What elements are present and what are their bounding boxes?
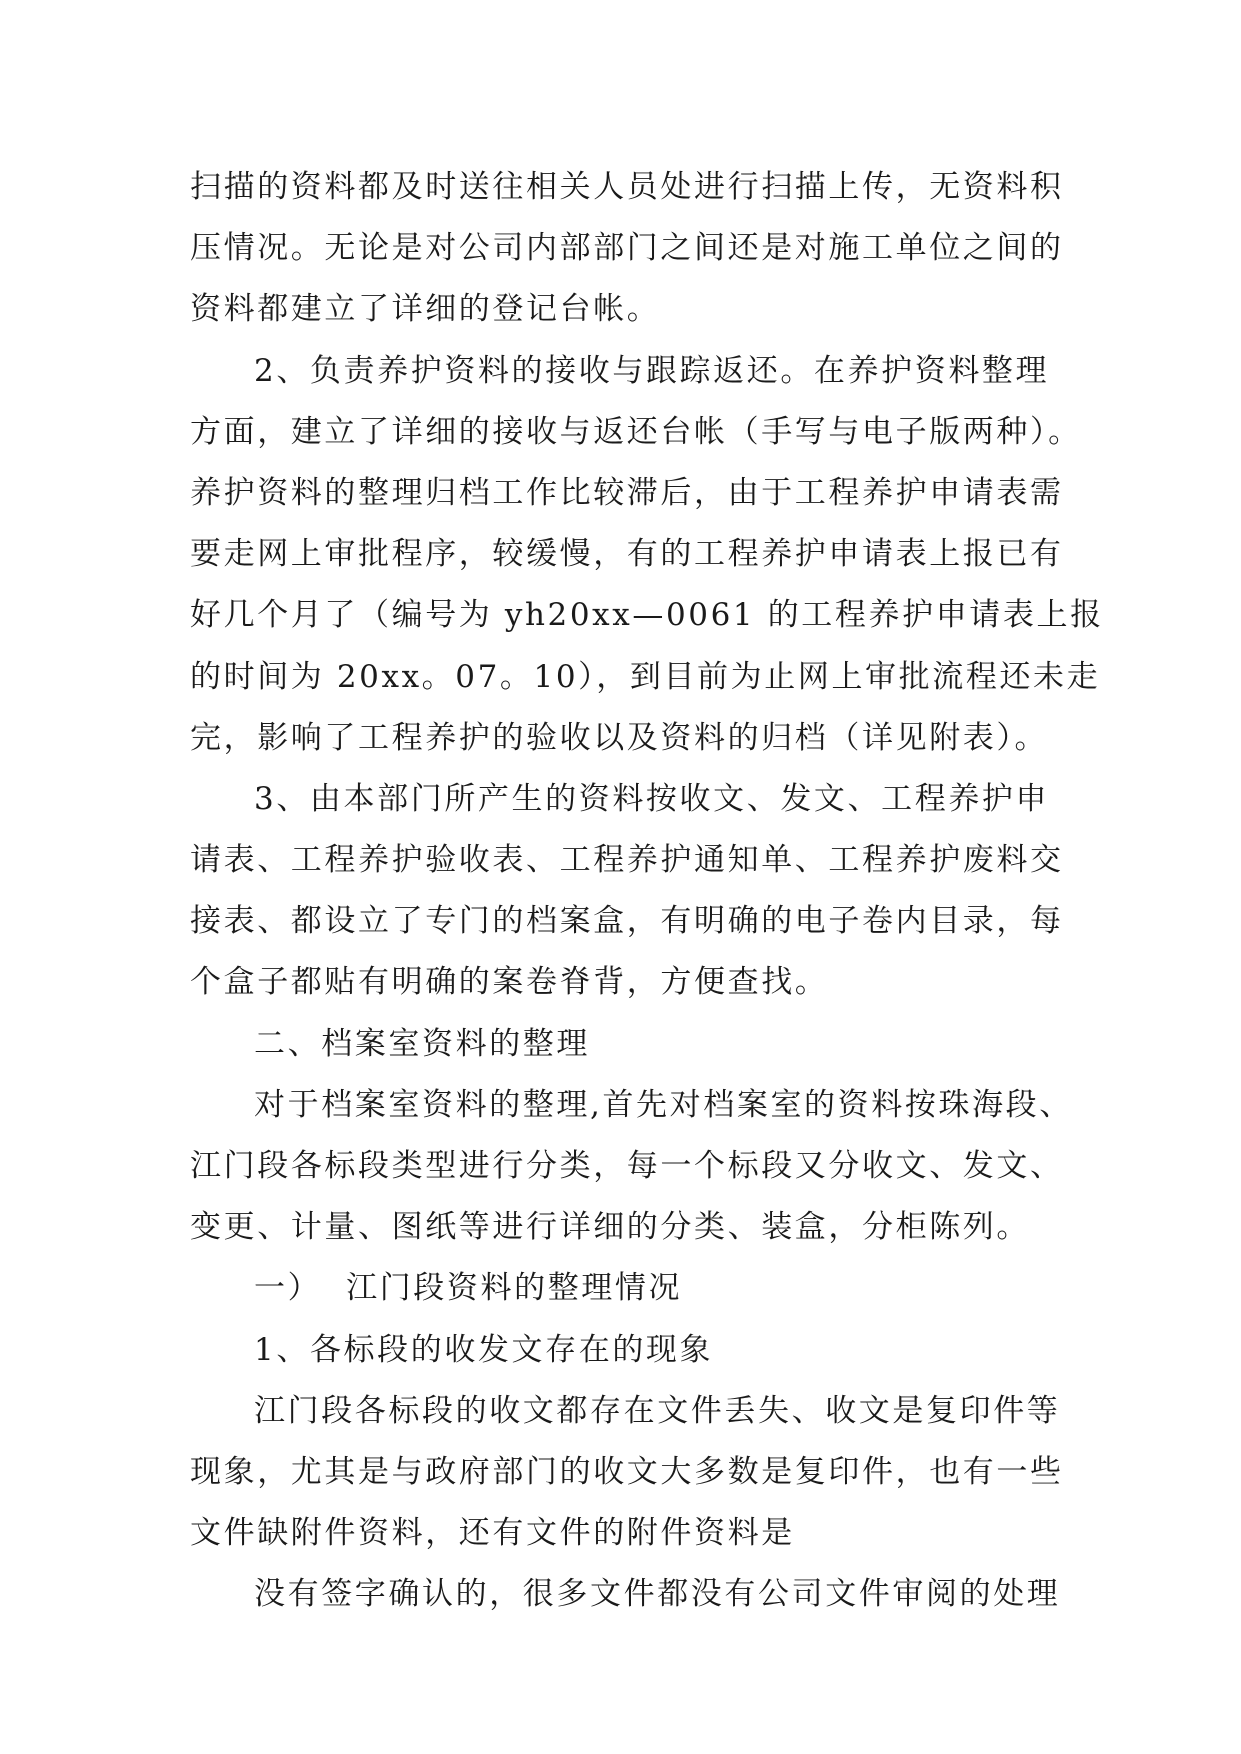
body-text-line: 扫描的资料都及时送往相关人员处进行扫描上传，无资料积 <box>190 169 1064 205</box>
document-body <box>190 157 1104 1626</box>
body-text-line: 接表、都设立了专门的档案盒，有明确的电子卷内目录，每 <box>190 903 1064 940</box>
paragraph-continuation-line: 没有签字确认的，很多文件都没有公司文件审阅的处理 <box>254 1576 1061 1613</box>
body-text-line: 变更、计量、图纸等进行详细的分类、装盒，分柜陈列。 <box>190 1209 1030 1246</box>
body-text-line: 个盒子都贴有明确的案卷脊背，方便查找。 <box>190 964 829 1001</box>
body-text-line: 请表、工程养护验收表、工程养护通知单、工程养护废料交 <box>190 842 1064 879</box>
body-text-line: 要走网上审批程序，较缓慢，有的工程养护申请表上报已有 <box>190 536 1064 573</box>
body-text-line: 压情况。无论是对公司内部部门之间还是对施工单位之间的 <box>190 230 1064 267</box>
body-text-line: 现象，尤其是与政府部门的收文大多数是复印件，也有一些 <box>190 1453 1064 1490</box>
subsection-heading-jiangmen: 一） 江门段资料的整理情况 <box>254 1270 683 1307</box>
body-text-line: 文件缺附件资料，还有文件的附件资料是 <box>190 1515 795 1552</box>
paragraph-jiangmen-first-line: 江门段各标段的收文都存在文件丢失、收文是复印件等 <box>254 1392 1061 1429</box>
paragraph-2-first-line: 2、负责养护资料的接收与跟踪返还。在养护资料整理 <box>254 352 1050 389</box>
item-heading-documents: 1、各标段的收发文存在的现象 <box>254 1331 714 1368</box>
body-text-line: 养护资料的整理归档工作比较滞后，由于工程养护申请表需 <box>190 474 1064 511</box>
paragraph-3-first-line: 3、由本部门所产生的资料按收文、发文、工程养护申 <box>254 780 1050 817</box>
body-text-line: 完，影响了工程养护的验收以及资料的归档（详见附表）。 <box>190 719 1049 756</box>
section-heading-archive: 二、档案室资料的整理 <box>254 1025 590 1062</box>
paragraph-archive-first-line: 对于档案室资料的整理,首先对档案室的资料按珠海段、 <box>254 1086 1073 1123</box>
body-text-line: 资料都建立了详细的登记台帐。 <box>190 291 661 328</box>
body-text-line: 好几个月了（编号为 yh20xx—0061 的工程养护申请表上报 <box>190 597 1104 634</box>
body-text-line: 方面，建立了详细的接收与返还台帐（手写与电子版两种）。 <box>190 413 1082 450</box>
body-text-line: 的时间为 20xx。07。10），到目前为止网上审批流程还未走 <box>190 658 1101 695</box>
body-text-line: 江门段各标段类型进行分类，每一个标段又分收文、发文、 <box>190 1148 1064 1184</box>
